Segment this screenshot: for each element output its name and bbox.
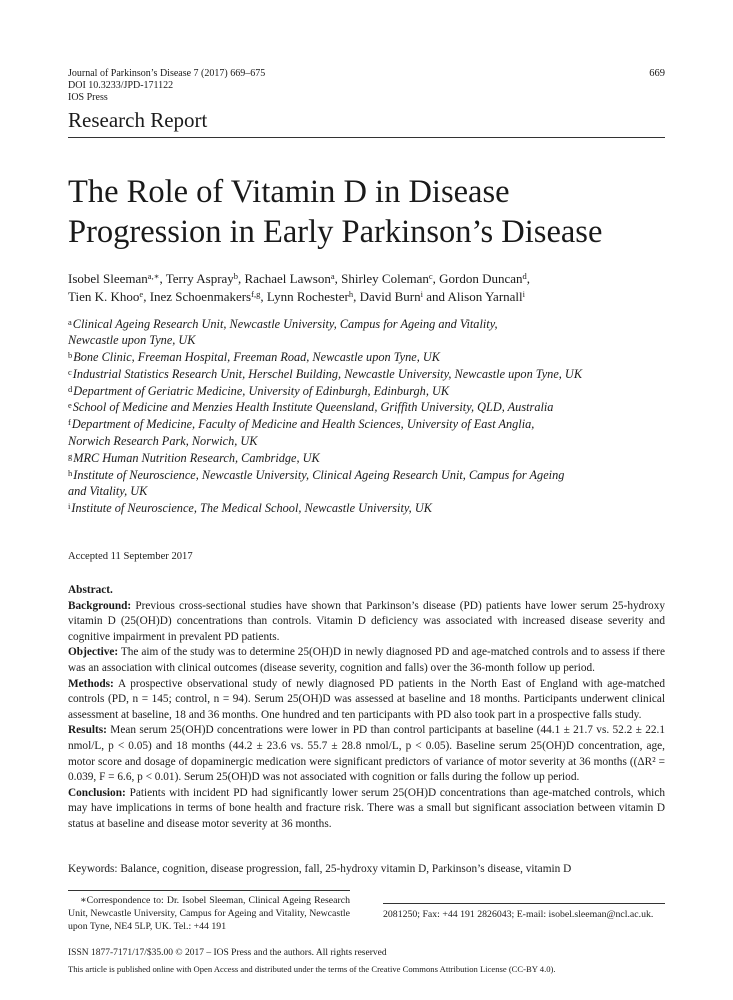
affiliation-mark: g bbox=[68, 450, 73, 461]
affiliation-mark: d bbox=[68, 383, 73, 394]
abstract-section bbox=[68, 723, 665, 785]
affiliation bbox=[68, 450, 668, 467]
abstract-section-label: Objective: bbox=[68, 646, 119, 659]
affiliation-text: MRC Human Nutrition Research, Cambridge, UK bbox=[73, 450, 320, 465]
license-note: This article is published online with Open Access and distributed under the terms of the Creative Commons Attribution License (CC-BY 4.0). bbox=[68, 964, 556, 974]
author bbox=[267, 289, 360, 304]
abstract-section-text: Patients with incident PD had significantly lower serum 25(OH)D concentrations than age-matched controls, which may have implications in terms of bone health and fracture risk. There was a small but significant association between vitamin D status at baseline and disease motor severity at 36 months. bbox=[68, 786, 665, 830]
author-name: Gordon Duncan bbox=[439, 271, 523, 286]
author-affiliation-mark: a,∗ bbox=[147, 271, 160, 281]
affiliation-list bbox=[68, 316, 668, 518]
article-type: Research Report bbox=[68, 108, 208, 132]
author-separator: and bbox=[422, 289, 448, 305]
affiliation-mark: f bbox=[68, 417, 71, 428]
author-name: Isobel Sleeman bbox=[68, 271, 148, 286]
author-name: Terry Aspray bbox=[165, 271, 234, 286]
affiliation-text: Institute of Neuroscience, The Medical School, Newcastle University, UK bbox=[71, 501, 432, 516]
author-affiliation-mark: i bbox=[522, 289, 526, 300]
affiliation bbox=[68, 467, 668, 501]
footnote-divider-left bbox=[68, 890, 350, 891]
affiliation-text: and Vitality, UK bbox=[68, 484, 148, 499]
author-name: Alison Yarnall bbox=[447, 289, 523, 305]
author-separator: , bbox=[159, 271, 166, 286]
author-affiliation-mark: i bbox=[420, 289, 423, 300]
abstract-section bbox=[68, 786, 665, 833]
affiliation-text: Bone Clinic, Freeman Hospital, Freeman Road, Newcastle upon Tyne, UK bbox=[73, 350, 440, 365]
affiliation bbox=[68, 316, 668, 350]
author-affiliation-mark: a bbox=[330, 271, 335, 281]
author-affiliation-mark: c bbox=[428, 271, 433, 281]
author-affiliation-mark: e bbox=[139, 289, 144, 300]
author bbox=[448, 289, 526, 304]
article-title bbox=[68, 172, 668, 252]
affiliation-text: Department of Geriatric Medicine, University of Edinburgh, Edinburgh, UK bbox=[73, 383, 450, 398]
journal-header bbox=[68, 68, 265, 104]
author-list bbox=[68, 270, 668, 307]
affiliation bbox=[68, 399, 668, 416]
author-name: Rachael Lawson bbox=[244, 271, 331, 286]
footnote-divider-right bbox=[383, 903, 665, 904]
author bbox=[150, 289, 267, 304]
affiliation-mark: c bbox=[68, 366, 72, 377]
author-separator: , bbox=[353, 289, 360, 305]
author bbox=[360, 289, 448, 304]
affiliation-mark: i bbox=[68, 501, 71, 512]
abstract-section-label: Conclusion: bbox=[68, 786, 126, 799]
doi: DOI 10.3233/JPD-171122 bbox=[68, 80, 174, 91]
author bbox=[166, 271, 245, 286]
author-separator: , bbox=[143, 289, 150, 305]
author-name: Tien K. Khoo bbox=[68, 289, 140, 305]
author-name: Inez Schoenmakers bbox=[149, 289, 252, 305]
abstract-section-label: Results: bbox=[68, 724, 107, 737]
abstract-section bbox=[68, 645, 665, 676]
affiliation bbox=[68, 366, 668, 383]
author bbox=[341, 271, 439, 286]
author bbox=[245, 271, 342, 286]
abstract-heading: Abstract. bbox=[68, 584, 113, 596]
abstract-section-text: A prospective observational study of newly diagnosed PD patients in the North East of England with age-matched controls (PD, n = 145; control, n = 94). Serum 25(OH)D was assessed at baseline and 18 months. Participants underwent clinical assessment at baseline, 18 and 36 months. One hundred and ten participants with PD also took part in a prospective falls study. bbox=[68, 677, 665, 721]
title-line-1: The Role of Vitamin D in Disease bbox=[68, 174, 510, 210]
author-affiliation-mark: d bbox=[522, 271, 527, 281]
abstract-section-text: Previous cross-sectional studies have shown that Parkinson’s disease (PD) patients have lower serum 25-hydroxy vitamin D (25(OH)D) concentrations than controls. Vitamin D deficiency was associated with increased disease severity and cognitive impairment in prevalent PD patients. bbox=[68, 599, 665, 643]
correspondence-contact: 2081250; Fax: +44 191 2826043; E-mail: isobel.sleeman@ncl.ac.uk. bbox=[383, 909, 654, 920]
affiliation bbox=[68, 383, 668, 400]
author-separator: , bbox=[432, 271, 440, 286]
author-name: Shirley Coleman bbox=[341, 271, 429, 286]
keywords: Keywords: Balance, cognition, disease progression, fall, 25-hydroxy vitamin D, Parkinson’s disease, vitamin D bbox=[68, 863, 572, 875]
correspondence-footnote: ∗Correspondence to: Dr. Isobel Sleeman, Clinical Ageing Research Unit, Newcastle University, Campus for Ageing and Vitality, Newcastle upon Tyne, NE4 5LP, UK. Tel.: +44 191 bbox=[68, 895, 350, 932]
affiliation-text: Department of Medicine, Faculty of Medicine and Health Sciences, University of East Anglia, bbox=[71, 417, 535, 432]
abstract-sections bbox=[68, 599, 665, 833]
affiliation-text: Industrial Statistics Research Unit, Herschel Building, Newcastle University, Newcastle upon Tyne, UK bbox=[72, 366, 583, 381]
abstract-section-text: Mean serum 25(OH)D concentrations were lower in PD than control participants at baseline (44.1 ± 21.7 vs. 52.2 ± 22.1 nmol/L, p < 0.05) and 18 months (44.2 ± 23.6 vs. 55.7 ± 28.8 nmol/L, p < 0.05). Baseline serum 25(OH)D concentration, age, motor score and dosage of dopaminergic medication were significant predictors of variance of motor severity at 36 months ((ΔR² = 0.039, F = 6.6, p < 0.01). Serum 25(OH)D was not associated with cognition or falls during the follow up period. bbox=[68, 724, 665, 784]
accepted-date: Accepted 11 September 2017 bbox=[68, 551, 193, 562]
abstract-section bbox=[68, 677, 665, 724]
abstract-section-label: Background: bbox=[68, 599, 132, 612]
author-separator: , bbox=[334, 271, 342, 286]
affiliation-text: Norwich Research Park, Norwich, UK bbox=[68, 434, 258, 449]
affiliation-text: Clinical Ageing Research Unit, Newcastle University, Campus for Ageing and Vitality, bbox=[72, 316, 498, 331]
page-number: 669 bbox=[649, 68, 665, 79]
affiliation bbox=[68, 349, 668, 366]
issn-copyright: ISSN 1877-7171/17/$35.00 © 2017 – IOS Press and the authors. All rights reserved bbox=[68, 948, 387, 958]
author-separator: , bbox=[526, 271, 531, 286]
author bbox=[439, 271, 530, 286]
abstract-section bbox=[68, 599, 665, 646]
affiliation-text: Newcastle upon Tyne, UK bbox=[68, 333, 196, 348]
author-affiliation-mark: f,g bbox=[251, 289, 261, 300]
author-name: David Burn bbox=[359, 289, 421, 305]
abstract-section-label: Methods: bbox=[68, 677, 114, 690]
affiliation-text: Institute of Neuroscience, Newcastle University, Clinical Ageing Research Unit, Campus for Ageing bbox=[73, 467, 565, 482]
affiliation bbox=[68, 416, 668, 450]
abstract bbox=[68, 583, 665, 833]
author bbox=[68, 271, 166, 286]
abstract-section-text: The aim of the study was to determine 25(OH)D in newly diagnosed PD and age-matched controls and to assess if there was an association with clinical outcomes (disease severity, cognition and falls) over the 36-month follow up period. bbox=[68, 646, 665, 674]
affiliation-mark: b bbox=[68, 350, 73, 361]
affiliation-text: School of Medicine and Menzies Health Institute Queensland, Griffith University, QLD, Australia bbox=[72, 400, 554, 415]
affiliation-mark: a bbox=[68, 316, 72, 327]
author-name: Lynn Rochester bbox=[266, 289, 349, 305]
journal-citation: Journal of Parkinson’s Disease 7 (2017) 669–675 bbox=[68, 68, 266, 79]
author-affiliation-mark: b bbox=[233, 271, 239, 281]
affiliation bbox=[68, 500, 668, 517]
title-line-2: Progression in Early Parkinson’s Disease bbox=[68, 214, 603, 250]
author-separator: , bbox=[238, 271, 245, 286]
author bbox=[68, 289, 150, 304]
header-divider bbox=[68, 137, 665, 138]
author-affiliation-mark: h bbox=[348, 289, 354, 300]
affiliation-mark: h bbox=[68, 467, 73, 478]
affiliation-mark: e bbox=[68, 400, 72, 411]
author-separator: , bbox=[260, 289, 267, 305]
publisher: IOS Press bbox=[68, 92, 108, 103]
